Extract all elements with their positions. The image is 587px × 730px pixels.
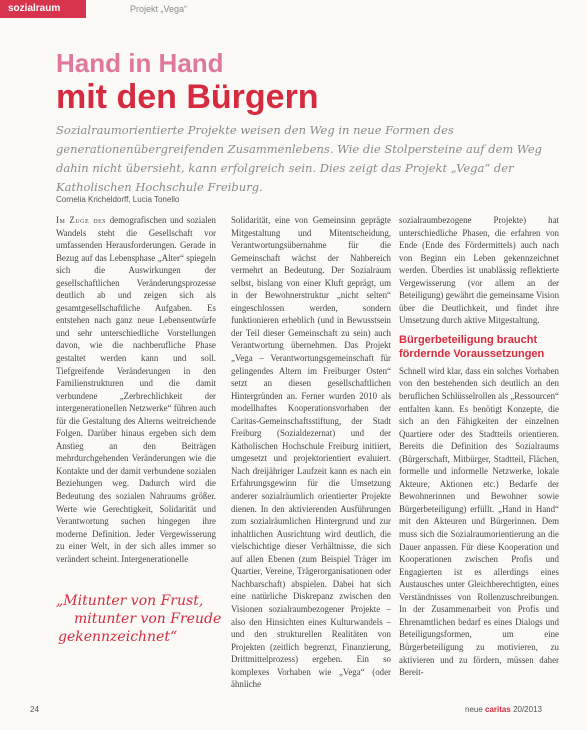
lead-in: Im Zuge des	[56, 215, 107, 225]
column-3-paragraph-1: sozialraumbezogene Projekte) hat unterschiedliche Phasen, die erfahren von Ende (Ende des Fördermittels) auch nach von Beginn ein Leben gekennzeichnet werden. Überdies ist unablässig reflektierte Vergewisserung (vor allem an der Beteiligung) gewährt die gemeinsame Vision über die Deutlichkeit, und findet ihre Umsetzung durch aktive Mitgestaltung.	[399, 215, 560, 326]
pull-quote-line-3: gekennzeichnet“	[58, 629, 178, 645]
article-column-1	[56, 214, 216, 564]
section-kicker: sozialraum	[0, 0, 86, 18]
article-column-2	[231, 214, 391, 700]
series-label: Projekt „Vega“	[130, 4, 188, 14]
issue-number: 20/2013	[513, 705, 542, 714]
headline-line1: Hand in Hand	[56, 48, 224, 78]
magazine-prefix: neue	[465, 705, 483, 714]
pull-quote-line-1: „Mitunter von Frust,	[56, 593, 204, 609]
pull-quote-line-2: mitunter von Freude	[74, 611, 222, 627]
lead-paragraph: Sozialraumorientierte Projekte weisen den Weg in neue Formen des generationenübergreifenden Zusammenlebens. Wie die Stolpersteine auf dem Weg dahin nicht übersieht, kann erfolgreich sein. Dies zeigt das Projekt „Vega“ der Katholischen Hochschule Freiburg.	[56, 123, 542, 194]
magazine-name: caritas	[485, 705, 511, 714]
subheading: Bürgerbeteiligung braucht fördernde Voraussetzungen	[399, 333, 545, 360]
headline-line2: mit den Bürgern	[56, 78, 319, 116]
author-line: Cornelia Kricheldorff, Lucia Tonello	[56, 195, 180, 204]
column-3-paragraph-2: Schnell wird klar, dass ein solches Vorhaben von den bestehenden sich deutlich an den beruflichen Schlüsselrollen als „Ressourcen“ entfalten kann. Es benötigt Konzepte, die sich an den Fähigkeiten der einzelnen Quartiere oder des Stadtteils orientieren. Bereits die Definition des Sozialraums (Bürgerschaft, Mitbürger, Stadtteil, Flächen, formelle und informelle Netzwerke, lokale Akteure, Aktionen etc.) Bedarfe der Bewohnerinnen und Bewohner sowie Bürgerbeteiligung) erfüllt. „Hand in Hand“ mit den Akteuren und Bürgerinnen. Dem muss sich die Sozialraumorientierung an die Dauer anpassen. Für diese Kooperation und Kooperationen zwischen Profis und Engagierten ist es allerdings eines Austausches unter Gleichberechtigten, eines Verständnisses von Rollenzuschreibungen. In der Zusammenarbeit von Profis und Ehrenamtlichen bedarf es eines Dialogs und Beteiligungsformen, um eine Bürgerbeteiligung zu motivieren, zu aktivieren und zu fördern, müssen daher Bereit-	[399, 365, 559, 678]
magazine-footer	[465, 705, 542, 714]
page-number: 24	[30, 705, 39, 714]
pull-quote	[56, 592, 236, 646]
column-1-text: demografischen und sozialen Wandels steht die Gesellschaft vor umfassenden Herausforderungen. Gerade in Bezug auf das Lebensphase „Alter“ spiegeln sich die Auswirkungen der gesellschaftlichen Veränderungsprozesse deutlich ab und zeigen sich als gesamtgesellschaftliche Aufgaben. Es entstehen nach ganz neue Lebensentwürfe und sehr unterschiedliche Vorstellungen davon, wie die nachberufliche Phase gestaltet werden kann und soll. Tiefgreifende Veränderungen in den Familienstrukturen und die damit verbundene „Zerbrechlichkeit der intergenerationellen Netzwerke“ führen auch für die Gestaltung des Alterns weitreichende Folgen. Darüber hinaus ergeben sich dem Anstieg an den Beiträgen mehrdurchgehenden Veränderungen wie die Kontakte und der damit verbundene sozialen Beziehungen weg. Dadurch wird die Bedeutung des sozialen Nahraums größer. Werte wie Gerechtigkeit, Solidarität und Verantwortung suchen hingegen ihre moderne Definition. Jeder Vergewisserung zu einer Welt, in der sich alles immer so verändert scheint. Intergenerationelle	[56, 215, 216, 564]
column-2-text: Solidarität, eine von Gemeinsinn geprägte Mitgestaltung und Mitentscheidung, Verantwortungsübernahme für die Gemeinschaft wächst der Nahbereich vermehrt an Bedeutung. Der Sozialraum selbst, bislang von einer Kluft geprägt, um in der Bewohnerstruktur „nicht selten“ eingeschlossen werden, sondern funktionieren erheblich (und in Bewusstsein der Teil dieser Gemeinschaft zu sein) auch Verantwortung übernehmen. Das Projekt „Vega – Verantwortungsgemeinschaft für gelingendes Altern im Freiburger Osten“ setzt an diesen gesellschaftlichen Hintergründen an. Ferner wurden 2010 als modellhaftes Kooperationsvorhaben der Caritas-Gemeinschaftsstiftung, der Stadt Freiburg (Sozialdezernat) und der Katholischen Hochschule Freiburg initiiert, umgesetzt und projektorientiert evaluiert. Nach dreijähriger Laufzeit kann es nach ein Erfahrungsgewinn für die Umsetzung anderer sozialräumlich orientierter Projekte dienen. In den aktivierenden Ausführungen zum sozialräumlichen Hintergrund und zur inhaltlichen Ausrichtung wird deutlich, die vielschichtige dieser Verhältnisse, die sich auf allen Ebenen (zum Beispiel Träger im Quartier, Vereine, Trägerorganisationen oder Nachbarschaft) abspielen. Dabei hat sich eine natürliche Diskrepanz zwischen den Visionen sozialraumbezogener Projekte – also den Hinsichten eines Kulturwandels – und den strukturellen Realitäten von Projekten (zeitlich begrenzt, Finanzierung, Drittmittelprozess) ergeben. Ein so komplexes Vorhaben wie „Vega“ (oder ähnliche	[231, 215, 391, 690]
article-column-3	[399, 214, 559, 700]
